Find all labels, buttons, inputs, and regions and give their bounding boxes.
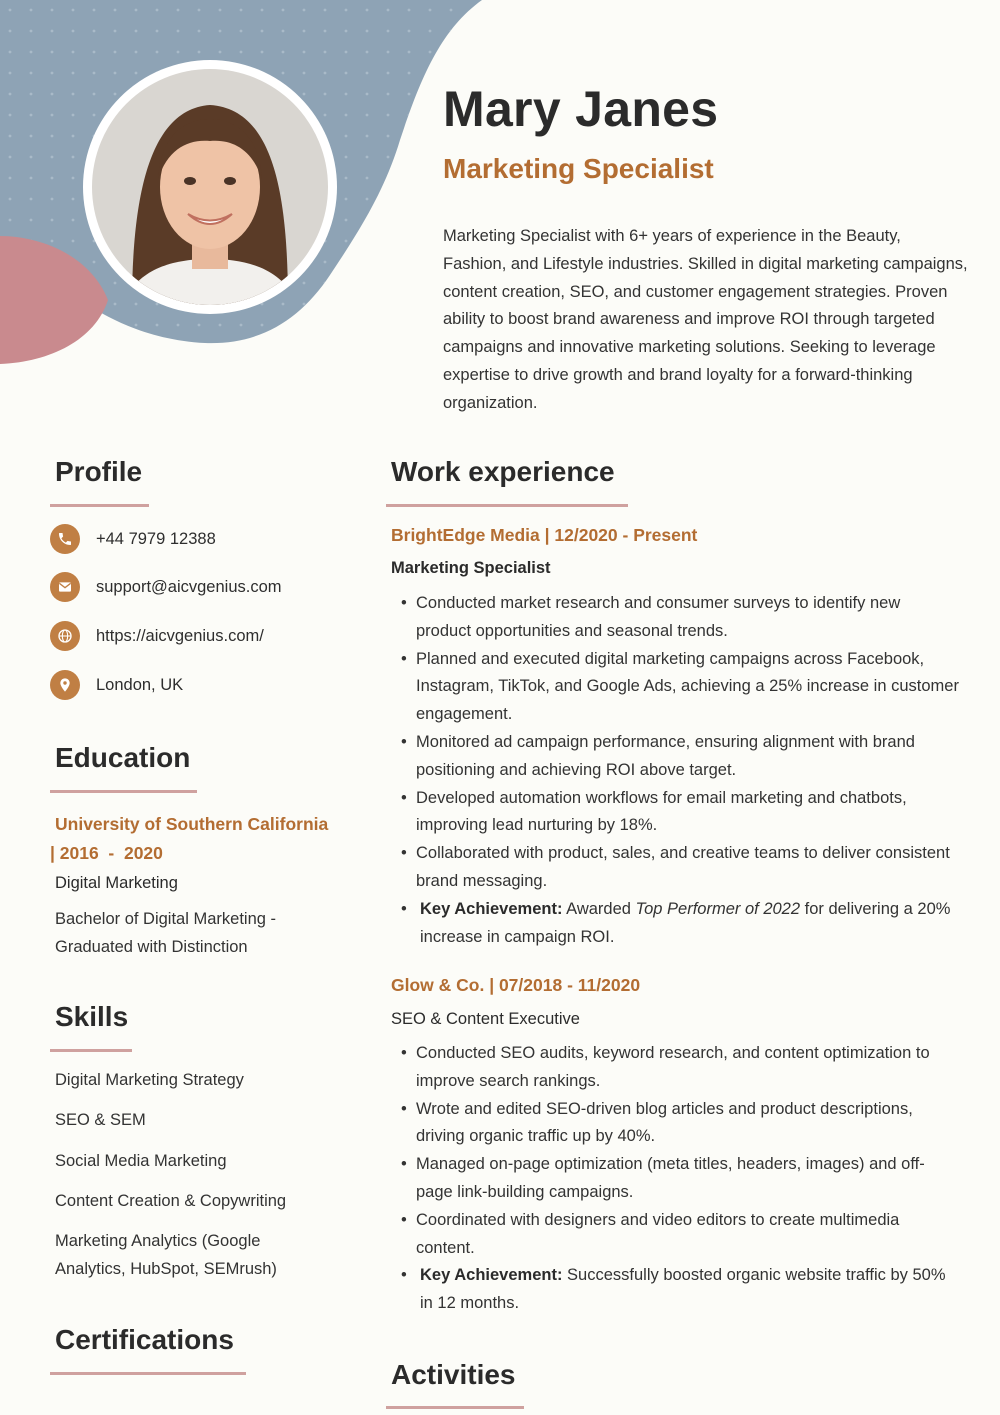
- phone-text[interactable]: +44 7979 12388: [96, 529, 216, 548]
- work-heading: Work experience: [391, 456, 615, 487]
- location-text: London, UK: [96, 675, 184, 694]
- list-item: • Wrote and edited SEO-driven blog articles and product descriptions, driving organic traffic up by 40%.: [399, 1096, 959, 1152]
- certifications-underline: [50, 1372, 246, 1375]
- contact-phone: [50, 524, 216, 554]
- job-title: Marketing Specialist: [391, 559, 551, 577]
- skill-item: Social Media Marketing: [55, 1152, 227, 1170]
- skill-item: SEO & SEM: [55, 1111, 146, 1129]
- profile-underline: [50, 504, 149, 507]
- email-text[interactable]: support@aicvgenius.com: [96, 577, 282, 596]
- key-achievement: [399, 896, 959, 952]
- skill-item: Marketing Analytics (Google Analytics, HubSpot, SEMrush): [55, 1232, 277, 1278]
- key-achievement: [399, 1262, 959, 1318]
- candidate-name: Mary Janes: [443, 81, 719, 137]
- education-degree: Digital Marketing: [55, 874, 178, 892]
- achievement-text: Awarded: [562, 899, 636, 918]
- location-pin-icon: [50, 670, 80, 700]
- email-icon: [50, 572, 80, 602]
- activities-heading: Activities: [391, 1359, 516, 1390]
- job-header: Glow & Co. | 07/2018 - 11/2020: [391, 975, 641, 995]
- job-title: SEO & Content Executive: [391, 1010, 580, 1028]
- achievement-text: for delivering a 20% increase in campaign ROI.: [420, 899, 951, 946]
- skills-underline: [50, 1049, 132, 1052]
- list-item: • Conducted market research and consumer surveys to identify new product opportunities and seasonal trends.: [399, 590, 959, 646]
- profile-photo: [83, 60, 337, 314]
- list-item: • Monitored ad campaign performance, ensuring alignment with brand positioning and achieving ROI above target.: [399, 729, 959, 785]
- contact-location: [50, 670, 183, 700]
- achievement-award: Top Performer of 2022: [635, 899, 801, 918]
- list-item: • Collaborated with product, sales, and creative teams to deliver consistent brand messaging.: [399, 840, 959, 896]
- achievement-text: Successfully boosted organic website traffic by 50% in 12 months.: [420, 1266, 946, 1313]
- achievement-label: Key Achievement:: [420, 899, 563, 918]
- work-underline: [386, 504, 628, 507]
- profile-heading: Profile: [55, 456, 143, 487]
- list-item: • Planned and executed digital marketing campaigns across Facebook, Instagram, TikTok, and Google Ads, achieving a 25% increase in customer engagement.: [399, 646, 959, 729]
- avatar: [92, 69, 328, 305]
- list-item: • Coordinated with designers and video editors to create multimedia content.: [399, 1207, 959, 1263]
- globe-icon: [50, 621, 80, 651]
- list-item: • Conducted SEO audits, keyword research, and content optimization to improve search rankings.: [399, 1040, 959, 1096]
- candidate-role: Marketing Specialist: [443, 153, 714, 184]
- website-text[interactable]: https://aicvgenius.com/: [96, 626, 264, 645]
- contact-website: [50, 621, 264, 651]
- contact-email: [50, 572, 282, 602]
- job-bullets: [399, 590, 959, 951]
- certifications-heading: Certifications: [55, 1324, 234, 1355]
- job-header: BrightEdge Media | 12/2020 - Present: [391, 525, 698, 545]
- education-school: University of Southern California: [55, 814, 329, 834]
- skill-item: Content Creation & Copywriting: [55, 1192, 287, 1210]
- education-description: Bachelor of Digital Marketing - Graduated with Distinction: [55, 910, 277, 956]
- education-years: | 2016 - 2020: [50, 843, 163, 863]
- education-underline: [50, 790, 197, 793]
- list-item: • Managed on-page optimization (meta titles, headers, images) and off-page link-building campaigns.: [399, 1151, 959, 1207]
- list-item: • Developed automation workflows for email marketing and chatbots, improving lead nurturing by 18%.: [399, 785, 959, 841]
- job-bullets: [399, 1040, 959, 1318]
- education-heading: Education: [55, 742, 191, 773]
- skill-item: Digital Marketing Strategy: [55, 1071, 244, 1089]
- achievement-label: Key Achievement:: [420, 1266, 563, 1285]
- activities-underline: [386, 1406, 524, 1409]
- summary-text: Marketing Specialist with 6+ years of experience in the Beauty, Fashion, and Lifestyle industries. Skilled in digital marketing campaigns, content creation, SEO, and customer engagement strategies. Proven ability to boost brand awareness and improve ROI through targeted campaigns and innovative marketing solutions. Seeking to leverage expertise to drive growth and brand loyalty for a forward-thinking organization.: [443, 227, 968, 412]
- phone-icon: [50, 524, 80, 554]
- skills-heading: Skills: [55, 1001, 129, 1032]
